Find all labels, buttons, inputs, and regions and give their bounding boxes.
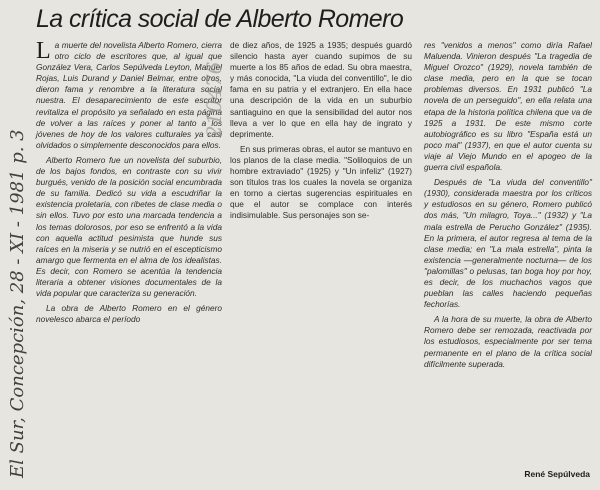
paragraph: La obra de Alberto Romero en el género novelesco abarca el período [36, 303, 222, 325]
paragraph: A la hora de su muerte, la obra de Alberto Romero debe ser remozada, reactivada por los estudiosos, especialmente por ser tema permanente en el plano de la crítica social difícilmente superada. [424, 314, 592, 369]
article-column-3 [424, 40, 592, 374]
article-title: La crítica social de Alberto Romero [36, 5, 404, 33]
article-column-2 [230, 40, 412, 226]
author-byline: René Sepúlveda [524, 469, 590, 479]
paragraph: de diez años, de 1925 a 1935; después guardó silencio hasta ayer cuando supimos de su muerte a los 85 años de edad. Su obra maestra, y más conocida, "La viuda del conventillo", le dio fama en su patria y el extranjero. En ella hace una descripción de la vida en un suburbio santiaguino en que la sensibilidad del autor nos lleva a ver lo que en ella hay de ingrato y deprimente. [230, 40, 412, 139]
handwritten-source-note: El Sur, Concepción, 28 - XI - 1981 p. 3 [7, 129, 28, 478]
paragraph: Después de "La viuda del conventillo" (1930), considerada maestra por los críticos y estudiosos en su género, Romero publicó dos más, "Un milagro, Toya..." (1932) y "La mala estrella de Perucho González" (1935). En la primera, el autor regresa al tema de la clase media; en "La mala estrella", pinta la existencia —generalmente nocturna— de los "palomillas" o pelusas, tan boga hoy por hoy, es decir, de los muchachos vagos que pueblan las calles haciendo pequeñas fechorías. [424, 177, 592, 310]
paragraph: En sus primeras obras, el autor se mantuvo en los planos de la clase media. "Soliloquios de un hombre extraviado" (1925) y "Un infeliz" (1927) son títulos tras los cuales la novela se organiza en torno a ciertas sugerencias espirituales en que el autor se complace con interés indisimulable. Sus personajes son se- [230, 143, 413, 221]
paragraph: res "venidos a menos" como diría Rafael Maluenda. Vinieron después "La tragedia de Miguel Orozco" (1929), novela también de clase media, pero en la que se tocan problemas diversos. En 1931 publicó "La novela de un perseguido", en ella relata una etapa de la historia política chilena que va de 1925 a 1931. De este mismo corte autobiográfico es su libro "España está un poco mal" (1937), en que el autor cuenta su viaje al Viejo Mundo en el apogeo de la guerra civil española. [424, 40, 592, 173]
drop-cap: L [36, 38, 51, 64]
paragraph: La muerte del novelista Alberto Romero, cierra otro ciclo de escritores que, al igual que González Vera, Carlos Sepúlveda Leyton, Manuel Rojas, Luis Durand y Daniel Belmar, entre otros, dieron fama y renombre a la literatura social nuestra. El desaparecimiento de este escritor revitaliza el propósito ya señalado en esta página de volver a las raíces y poner al tanto a los jóvenes de hoy de los valores culturales ya casi olvidados o simplemente desconocidos para ellos. [36, 38, 222, 150]
paragraph: Alberto Romero fue un novelista del suburbio, de los bajos fondos, en contraste con su vivir burgués, venido de la posición social encumbrada de su familia. Dedicó su vida a escudriñar la existencia proletaria, con ribetes de clase media o sin ellos. Tuvo por esto una marcada tendencia a los temas dolorosos, por eso se enfrentó a la vida con aquella actitud pesimista que hunde sus raíces en la miseria y se nutrió en el escepticismo amargo que fermenta en el alma de los idealistas. Es decir, con Romero se acentúa la tendencia literaria a obtener visiones documentales de la vida popular que caracteriza su generación. [36, 154, 222, 299]
article-column-1 [36, 40, 222, 329]
handwritten-archive-number: 210476 [202, 61, 226, 138]
